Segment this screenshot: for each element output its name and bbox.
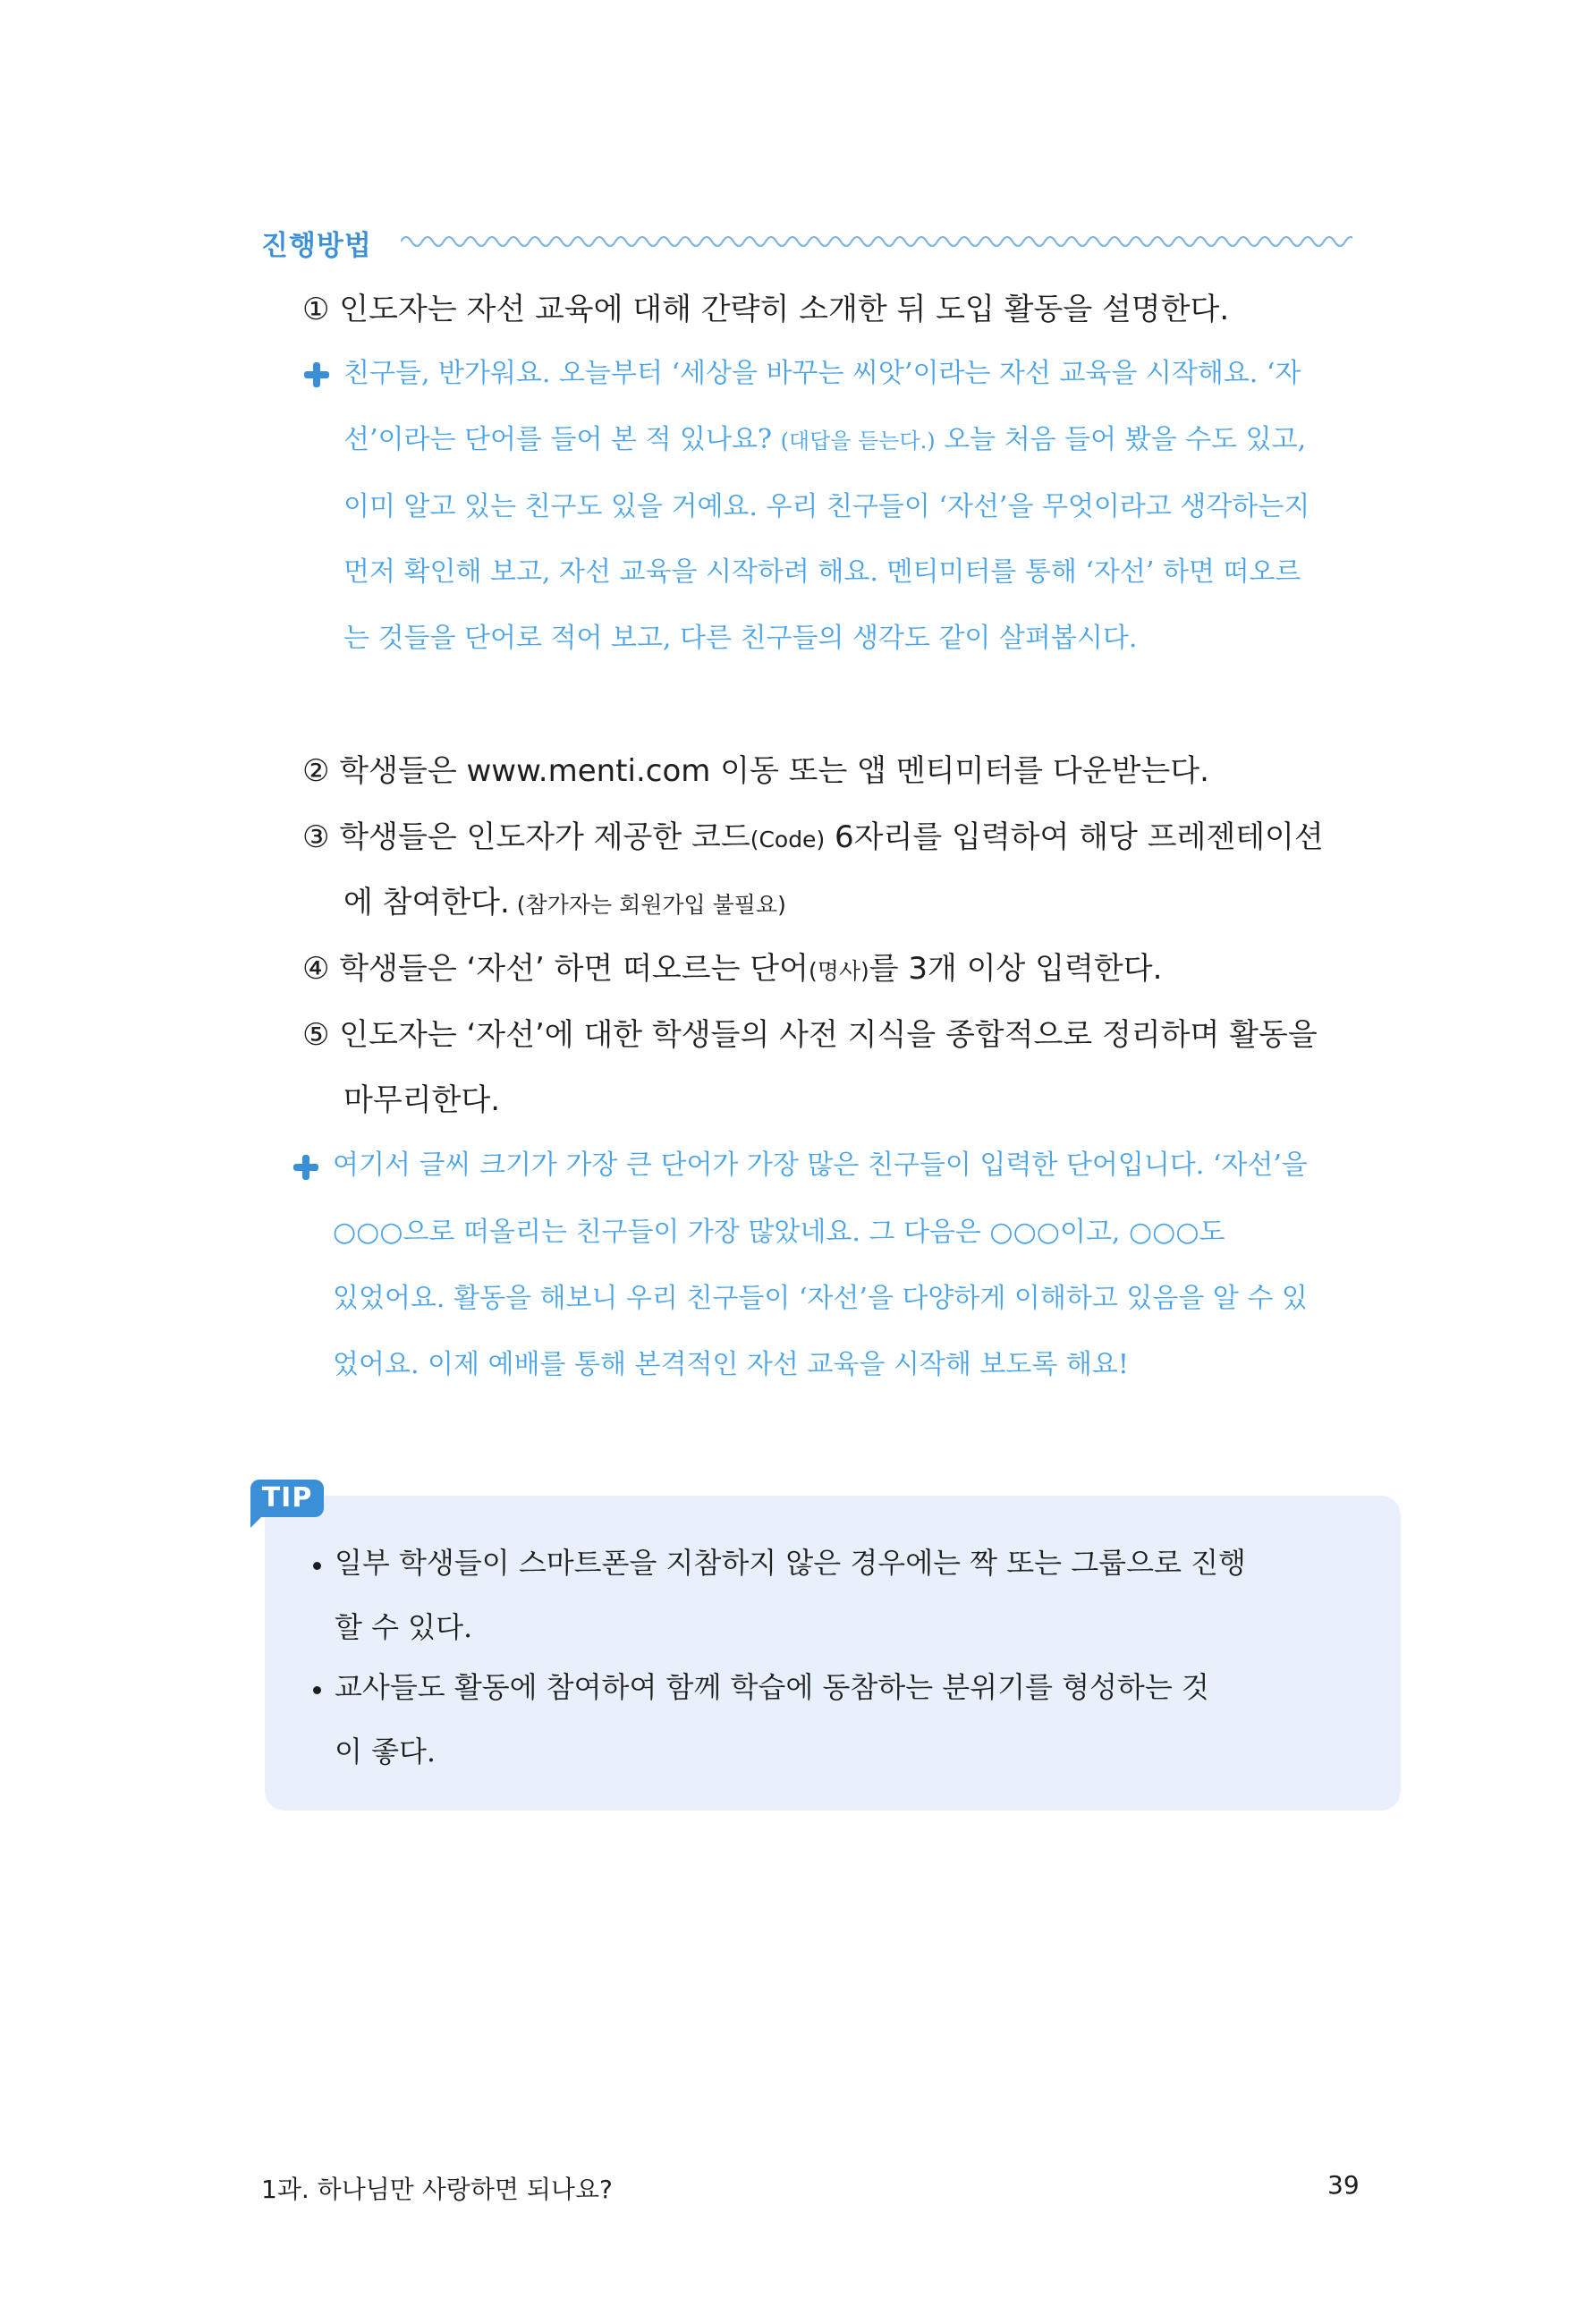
footer-chapter: 1과. 하나님만 사랑하면 되나요?	[261, 2175, 613, 2204]
step-2: ② 학생들은 www.menti.com 이동 또는 앱 멘티미터를 다운받는다.	[302, 753, 1209, 789]
step-3: ③ 학생들은 인도자가 제공한 코드(Code) 6자리를 입력하여 해당 프레젠테이션	[302, 819, 1324, 855]
tip-1-line-2: 할 수 있다.	[335, 1610, 473, 1644]
note-1-line-1: 친구들, 반가워요. 오늘부터 ‘세상을 바꾸는 씨앗’이라는 자선 교육을 시작해요. ‘자	[343, 358, 1301, 389]
section-header	[261, 219, 1361, 264]
note-2-line-4: 었어요. 이제 예배를 통해 본격적인 자선 교육을 시작해 보도록 해요!	[333, 1349, 1129, 1380]
step-3-continued: 에 참여한다. (참가자는 회원가입 불필요)	[343, 885, 786, 920]
note-2-line-1: 여기서 글씨 크기가 가장 큰 단어가 가장 많은 친구들이 입력한 단어입니다. ‘자선’을	[333, 1149, 1308, 1181]
wavy-divider	[401, 233, 1352, 250]
tip-2-line-1: 교사들도 활동에 참여하여 함께 학습에 동참하는 분위기를 형성하는 것	[335, 1670, 1209, 1704]
note-1-line-3: 이미 알고 있는 친구도 있을 거예요. 우리 친구들이 ‘자선’을 무엇이라고 생각하는지	[343, 491, 1310, 522]
note-1-line-2: 선’이라는 단어를 들어 본 적 있나요? (대답을 듣는다.) 오늘 처음 들어 봤을 수도 있고,	[343, 424, 1307, 455]
note-2-line-3: 있었어요. 활동을 해보니 우리 친구들이 ‘자선’을 다양하게 이해하고 있음을 알 수 있	[333, 1283, 1308, 1314]
step-5-continued: 마무리한다.	[343, 1082, 501, 1118]
plus-icon	[304, 362, 329, 387]
note-1-line-4: 먼저 확인해 보고, 자선 교육을 시작하려 해요. 멘티미터를 통해 ‘자선’ 하면 떠오르	[343, 556, 1301, 588]
tip-badge: TIP	[250, 1480, 324, 1517]
note-1-line-5: 는 것들을 단어로 적어 보고, 다른 친구들의 생각도 같이 살펴봅시다.	[343, 623, 1138, 654]
tip-2-line-2: 이 좋다.	[335, 1735, 437, 1768]
step-1: ① 인도자는 자선 교육에 대해 간략히 소개한 뒤 도입 활동을 설명한다.	[302, 292, 1230, 327]
bullet-icon	[313, 1562, 321, 1570]
page-number: 39	[1327, 2170, 1360, 2200]
step-5: ⑤ 인도자는 ‘자선’에 대한 학생들의 사전 지식을 종합적으로 정리하며 활동을	[302, 1017, 1318, 1053]
step-4: ④ 학생들은 ‘자선’ 하면 떠오르는 단어(명사)를 3개 이상 입력한다.	[302, 951, 1163, 987]
section-title: 진행방법	[261, 230, 372, 262]
plus-icon	[293, 1155, 318, 1180]
bullet-icon	[313, 1686, 321, 1694]
tip-1-line-1: 일부 학생들이 스마트폰을 지참하지 않은 경우에는 짝 또는 그룹으로 진행	[335, 1546, 1246, 1580]
note-2-line-2: ○○○으로 떠올리는 친구들이 가장 많았네요. 그 다음은 ○○○이고, ○○○도	[333, 1217, 1225, 1248]
